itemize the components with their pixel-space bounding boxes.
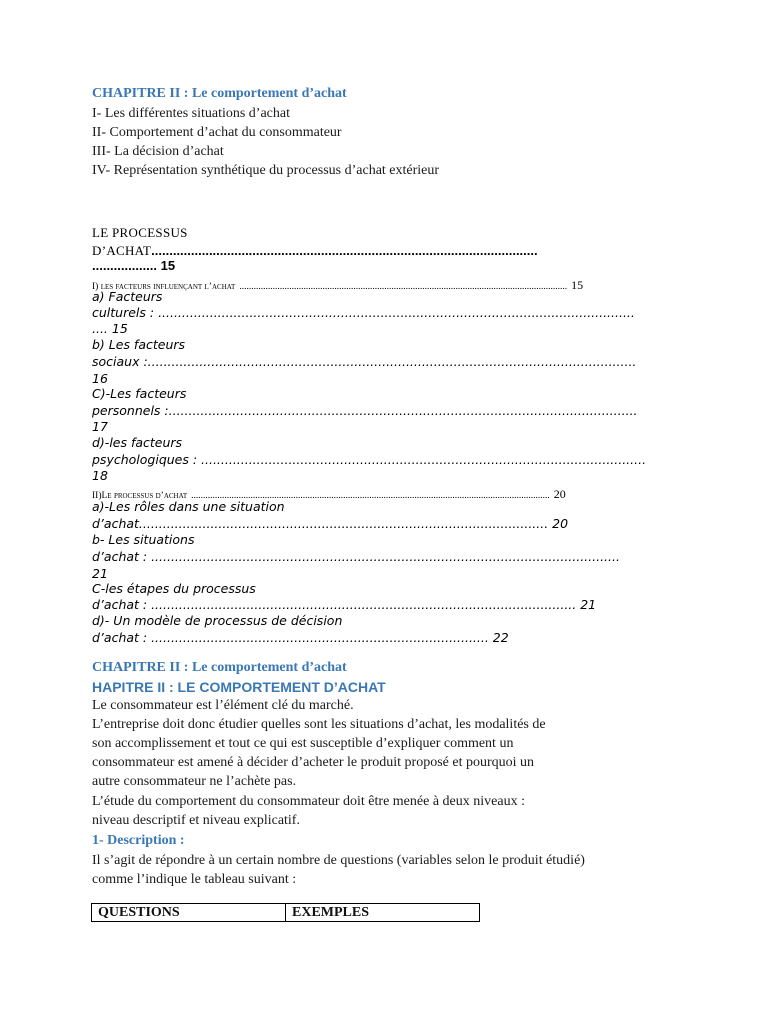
toc-entry-page: .... 15 xyxy=(92,321,128,336)
toc-entry-page: 17 xyxy=(92,419,108,434)
toc-entry: d’achat : ........................................................................................................... 21 xyxy=(92,597,597,612)
toc-entry-page: 16 xyxy=(92,371,108,386)
body-caps-title: HAPITRE II : LE COMPORTEMENT D’ACHAT xyxy=(92,679,386,695)
paragraph-line: consommateur est amené à décider d’acheter le produit proposé et pourquoi un xyxy=(92,755,535,770)
toc-section-1-page: 15 xyxy=(571,278,584,292)
toc-section-1 xyxy=(92,276,662,294)
table-header-exemples: EXEMPLES xyxy=(286,904,480,922)
description-heading: 1- Description : xyxy=(92,833,185,848)
toc-entry-page: 18 xyxy=(92,468,108,483)
paragraph-line: autre consommateur ne l’achète pas. xyxy=(92,774,297,789)
paragraph-line: L’étude du comportement du consommateur doit être menée à deux niveaux : xyxy=(92,794,525,809)
questions-table xyxy=(91,903,480,922)
toc-entry: d’achat....................................................................................................... 20 xyxy=(92,516,569,531)
toc-section-2-label: II)Le processus d’achat xyxy=(92,491,188,501)
toc-entry: b) Les facteurs xyxy=(92,337,186,352)
paragraph-line: Il s’agit de répondre à un certain nombre de questions (variables selon le produit étudié) xyxy=(92,853,585,868)
toc-entry: personnels :...................................................................................................................... xyxy=(92,403,638,418)
table-header-row xyxy=(92,904,480,922)
toc-section-2-page: 20 xyxy=(553,487,566,501)
toc-section-2-dots: ....................................................................................................................................................... xyxy=(191,491,550,501)
paragraph-line: niveau descriptif et niveau explicatif. xyxy=(92,813,300,828)
toc-main-entry-line2 xyxy=(92,242,672,260)
toc-entry-page: 21 xyxy=(92,566,108,581)
toc-entry: b- Les situations xyxy=(92,532,195,547)
toc-main-dots: ........................................................................................................... xyxy=(151,243,538,258)
toc-main-entry-text: D’ACHAT xyxy=(92,243,152,258)
body-chapter-title: CHAPITRE II : Le comportement d’achat xyxy=(92,660,347,675)
outline-item: I- Les différentes situations d’achat xyxy=(92,106,291,121)
toc-entry: a)-Les rôles dans une situation xyxy=(92,499,285,514)
toc-entry: d)- Un modèle de processus de décision xyxy=(92,613,343,628)
toc-section-1-dots: .......................................................................................................................................... xyxy=(239,282,568,292)
toc-entry: d’achat : ...................................................................................................................... xyxy=(92,549,620,564)
paragraph-line: Le consommateur est l’élément clé du marché. xyxy=(92,698,354,713)
paragraph-line: son accomplissement et tout ce qui est susceptible d’expliquer comment un xyxy=(92,736,514,751)
toc-entry: C)-Les facteurs xyxy=(92,386,187,401)
toc-entry: culturels : ........................................................................................................................ xyxy=(92,305,635,320)
toc-entry: C-les étapes du processus xyxy=(92,581,256,596)
toc-section-1-label: I) les facteurs influençant l’achat xyxy=(92,282,236,292)
toc-entry: d)-les facteurs xyxy=(92,435,183,450)
outline-item: IV- Représentation synthétique du processus d’achat extérieur xyxy=(92,163,440,178)
toc-main-entry-line1: LE PROCESSUS xyxy=(92,225,188,240)
outline-item: III- La décision d’achat xyxy=(92,144,224,159)
toc-entry: psychologiques : ................................................................................................................ xyxy=(92,452,647,467)
outline-item: II- Comportement d’achat du consommateur xyxy=(92,125,342,140)
toc-entry: sociaux :........................................................................................................................... xyxy=(92,354,637,369)
toc-entry: a) Facteurs xyxy=(92,289,163,304)
paragraph-line: comme l’indique le tableau suivant : xyxy=(92,872,297,887)
chapter-title: CHAPITRE II : Le comportement d’achat xyxy=(92,86,347,101)
table-header-questions: QUESTIONS xyxy=(92,904,286,922)
toc-main-page: .................. 15 xyxy=(92,258,176,273)
toc-entry: d’achat : ..................................................................................... 22 xyxy=(92,630,509,645)
paragraph-line: L’entreprise doit donc étudier quelles sont les situations d’achat, les modalités de xyxy=(92,717,546,732)
